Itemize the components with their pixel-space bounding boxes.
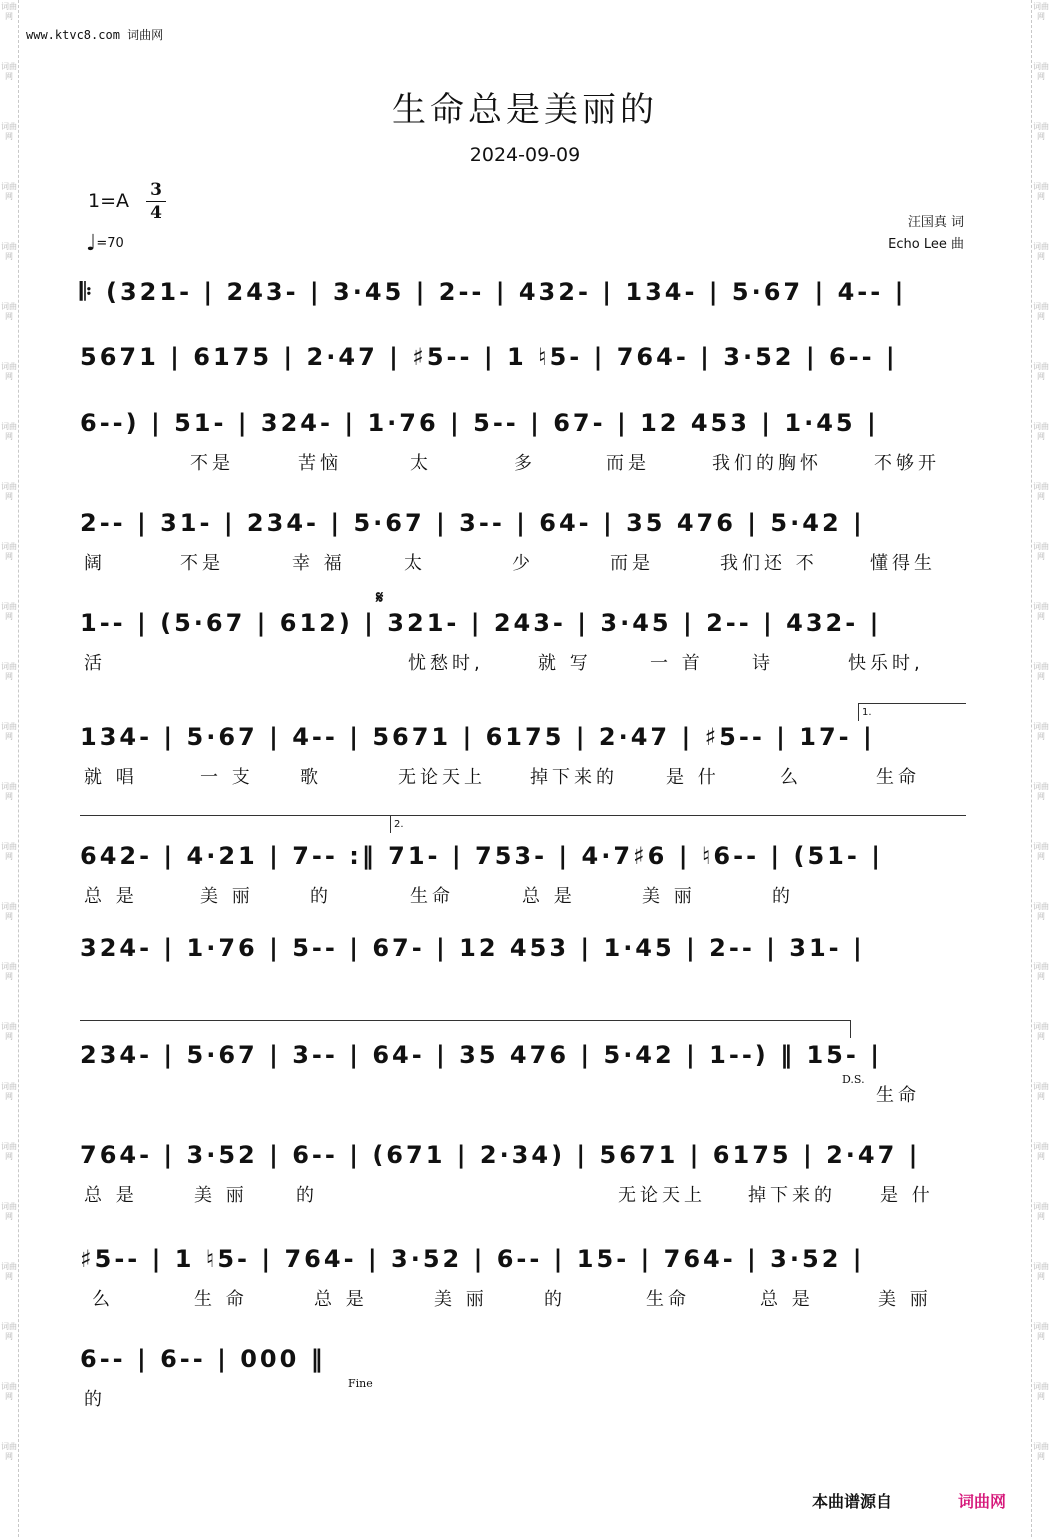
meter-bottom: 4 xyxy=(150,203,162,223)
right-watermark-column xyxy=(1032,0,1050,1500)
lyric-word: 的 xyxy=(772,886,794,907)
watermark-text: 词曲网 xyxy=(1033,362,1049,381)
lyric-word: 么 xyxy=(780,767,802,788)
watermark-text: 词曲网 xyxy=(1,782,17,801)
watermark-text: 词曲网 xyxy=(1,1382,17,1401)
lyric-word: 的 xyxy=(296,1185,318,1206)
lyric-word: 生 命 xyxy=(194,1289,248,1310)
lyric-word: 总 是 xyxy=(314,1289,368,1310)
lyric-word: 一 支 xyxy=(200,767,254,788)
lyric-word: 太 xyxy=(410,453,432,474)
watermark-text: 词曲网 xyxy=(1033,902,1049,921)
key-signature: 1=A xyxy=(88,190,130,212)
watermark-text: 词曲网 xyxy=(1033,542,1049,561)
watermark-text: 词曲网 xyxy=(1033,242,1049,261)
lyric-word: 是 什 xyxy=(880,1185,934,1206)
footer-source-label: 本曲谱源自 xyxy=(812,1492,893,1511)
watermark-text: 词曲网 xyxy=(1,1082,17,1101)
meter-top: 3 xyxy=(150,180,162,200)
notation-line: ♯5-- | 1 ♮5- | 764- | 3·52 | 6-- | 15- | 764- | 3·52 | xyxy=(80,1245,865,1273)
lyrics-line xyxy=(80,1285,970,1311)
watermark-text: 词曲网 xyxy=(1033,182,1049,201)
watermark-text: 词曲网 xyxy=(1033,782,1049,801)
lyric-word: 的 xyxy=(84,1389,106,1410)
volta-2-tick xyxy=(390,815,391,833)
lyric-word: 就 写 xyxy=(538,653,592,674)
watermark-text: 词曲网 xyxy=(1033,722,1049,741)
watermark-text: 词曲网 xyxy=(1033,422,1049,441)
credits xyxy=(888,212,964,256)
lyric-word: 太 xyxy=(404,553,426,574)
lyric-word: 美 丽 xyxy=(434,1289,488,1310)
lyric-word: 懂得生 xyxy=(870,553,936,574)
lyric-word: 幸 福 xyxy=(292,553,346,574)
watermark-text: 词曲网 xyxy=(1,1442,17,1461)
watermark-text: 词曲网 xyxy=(1033,1262,1049,1281)
watermark-text: 词曲网 xyxy=(1,662,17,681)
lyric-word: 快乐时, xyxy=(848,653,924,674)
meter-divider xyxy=(146,201,166,202)
watermark-text: 词曲网 xyxy=(1033,1082,1049,1101)
watermark-text: 词曲网 xyxy=(1033,2,1049,21)
watermark-text: 词曲网 xyxy=(1033,1382,1049,1401)
lyrics-line xyxy=(80,1081,970,1107)
lyric-word: 生命 xyxy=(410,886,454,907)
lyric-word: 不是 xyxy=(190,453,234,474)
lyric-word: 掉下来的 xyxy=(530,767,618,788)
repeat-bracket-tick xyxy=(850,1020,851,1038)
lyric-word: 阔 xyxy=(84,553,106,574)
footer-site-link[interactable]: 词曲网 xyxy=(958,1492,1007,1511)
lyric-word: 生命 xyxy=(876,767,920,788)
volta-1-number: 1. xyxy=(862,707,872,718)
watermark-text: 词曲网 xyxy=(1,362,17,381)
notation-line: 5671 | 6175 | 2·47 | ♯5-- | 1 ♮5- | 764- | 3·52 | 6-- | xyxy=(80,343,898,371)
lyric-word: 的 xyxy=(310,886,332,907)
lyric-word: 总 是 xyxy=(522,886,576,907)
lyric-word: 是 什 xyxy=(666,767,720,788)
notation-line: 764- | 3·52 | 6-- | (671 | 2·34) | 5671 | 6175 | 2·47 | xyxy=(80,1141,921,1169)
lyric-word: 歌 xyxy=(300,767,322,788)
lyrics-line xyxy=(80,649,970,675)
lyric-word: 我们的胸怀 xyxy=(712,453,822,474)
watermark-text: 词曲网 xyxy=(1,1022,17,1041)
volta-1-tick xyxy=(858,703,859,721)
watermark-text: 词曲网 xyxy=(1,482,17,501)
lyric-word: 么 xyxy=(92,1289,114,1310)
watermark-text: 词曲网 xyxy=(1033,1442,1049,1461)
quarter-note-icon: ♩ xyxy=(86,231,97,256)
notation-line: 6--) | 51- | 324- | 1·76 | 5-- | 67- | 12 453 | 1·45 | xyxy=(80,409,879,437)
lyric-word: 美 丽 xyxy=(194,1185,248,1206)
watermark-text: 词曲网 xyxy=(1033,962,1049,981)
watermark-text: 词曲网 xyxy=(1033,1202,1049,1221)
lyric-word: 而是 xyxy=(610,553,654,574)
notation-line: 1-- | (5·67 | 612) | 321- | 243- | 3·45 | 2-- | 432- | xyxy=(80,609,882,637)
lyric-word: 活 xyxy=(84,653,106,674)
watermark-text: 词曲网 xyxy=(1033,482,1049,501)
lyric-word: 一 首 xyxy=(650,653,704,674)
watermark-text: 词曲网 xyxy=(1033,62,1049,81)
watermark-text: 词曲网 xyxy=(1,302,17,321)
lyric-word: 就 唱 xyxy=(84,767,138,788)
time-signature xyxy=(146,180,166,223)
lyric-word: 苦恼 xyxy=(298,453,342,474)
lyric-word: 美 丽 xyxy=(642,886,696,907)
watermark-text: 词曲网 xyxy=(1,842,17,861)
lyric-word: 多 xyxy=(514,453,536,474)
volta-2-number: 2. xyxy=(394,819,404,830)
watermark-text: 词曲网 xyxy=(1033,842,1049,861)
watermark-text: 词曲网 xyxy=(1033,302,1049,321)
watermark-text: 词曲网 xyxy=(1,2,17,21)
watermark-text: 词曲网 xyxy=(1,422,17,441)
notation-line: 134- | 5·67 | 4-- | 5671 | 6175 | 2·47 | ♯5-- | 17- | xyxy=(80,723,875,751)
lyric-word: 的 xyxy=(544,1289,566,1310)
lyric-word: 不够开 xyxy=(874,453,940,474)
watermark-text: 词曲网 xyxy=(1,962,17,981)
tempo-marking xyxy=(86,231,124,256)
watermark-text: 词曲网 xyxy=(1,542,17,561)
lyric-word: 总 是 xyxy=(760,1289,814,1310)
lyric-word: 无论天上 xyxy=(618,1185,706,1206)
watermark-text: 词曲网 xyxy=(1033,1142,1049,1161)
watermark-text: 词曲网 xyxy=(1033,1022,1049,1041)
lyric-word: 而是 xyxy=(606,453,650,474)
notation-line: 6-- | 6-- | 000 ‖ xyxy=(80,1345,326,1373)
watermark-text: 词曲网 xyxy=(1,1202,17,1221)
lyrics-line xyxy=(80,549,970,575)
notation-line: 642- | 4·21 | 7-- :‖ 71- | 753- | 4·7♯6 | ♮6-- | (51- | xyxy=(80,842,883,870)
lyric-word: 诗 xyxy=(752,653,774,674)
lyric-word: 不是 xyxy=(180,553,224,574)
lyrics-line xyxy=(80,882,970,908)
notation-line: 234- | 5·67 | 3-- | 64- | 35 476 | 5·42 | 1--) ‖ 15- | xyxy=(80,1041,882,1069)
watermark-text: 词曲网 xyxy=(1,1262,17,1281)
song-title: 生命总是美丽的 xyxy=(392,90,658,130)
segno-icon: 𝄋 xyxy=(376,588,384,608)
notation-line: 324- | 1·76 | 5-- | 67- | 12 453 | 1·45 | 2-- | 31- | xyxy=(80,934,865,962)
lyric-word: 总 是 xyxy=(84,886,138,907)
fine-marking: Fine xyxy=(348,1377,373,1390)
lyric-word: 生命 xyxy=(876,1085,920,1106)
composer-credit: Echo Lee 曲 xyxy=(888,237,964,252)
lyric-word: 少 xyxy=(512,553,534,574)
notation-line: 2-- | 31- | 234- | 5·67 | 3-- | 64- | 35 476 | 5·42 | xyxy=(80,509,865,537)
lyric-word: 无论天上 xyxy=(398,767,486,788)
lyric-word: 我们还 不 xyxy=(720,553,818,574)
lyrics-line xyxy=(80,1385,970,1411)
song-date: 2024-09-09 xyxy=(469,144,581,166)
lyrics-line xyxy=(80,763,970,789)
lyric-word: 总 是 xyxy=(84,1185,138,1206)
lyrics-line xyxy=(80,1181,970,1207)
watermark-text: 词曲网 xyxy=(1,722,17,741)
lyric-word: 掉下来的 xyxy=(748,1185,836,1206)
watermark-text: 词曲网 xyxy=(1,602,17,621)
watermark-text: 词曲网 xyxy=(1,902,17,921)
lyricist-credit: 汪国真 词 xyxy=(907,215,964,230)
volta-1-bracket xyxy=(858,703,966,704)
watermark-text: 词曲网 xyxy=(1033,602,1049,621)
tempo-value: =70 xyxy=(96,236,124,251)
lyric-word: 美 丽 xyxy=(878,1289,932,1310)
lyric-word: 美 丽 xyxy=(200,886,254,907)
lyric-word: 忧愁时, xyxy=(408,653,484,674)
watermark-text: 词曲网 xyxy=(1,122,17,141)
watermark-text: 词曲网 xyxy=(1033,1322,1049,1341)
watermark-text: 词曲网 xyxy=(1,62,17,81)
watermark-text: 词曲网 xyxy=(1,242,17,261)
ds-marking: D.S. xyxy=(842,1073,865,1086)
repeat-bracket xyxy=(80,1020,850,1021)
watermark-text: 词曲网 xyxy=(1,1142,17,1161)
site-url[interactable]: www.ktvc8.com 词曲网 xyxy=(26,28,164,42)
watermark-text: 词曲网 xyxy=(1,182,17,201)
volta-2-bracket xyxy=(390,815,966,816)
watermark-text: 词曲网 xyxy=(1033,122,1049,141)
volta-1-bracket-continued xyxy=(80,815,390,816)
watermark-text: 词曲网 xyxy=(1,1322,17,1341)
lyrics-line xyxy=(80,449,970,475)
notation-line: 𝄆 (321- | 243- | 3·45 | 2-- | 432- | 134- | 5·67 | 4-- | xyxy=(80,278,907,306)
lyric-word: 生命 xyxy=(646,1289,690,1310)
watermark-text: 词曲网 xyxy=(1033,662,1049,681)
left-watermark-column xyxy=(0,0,18,1500)
